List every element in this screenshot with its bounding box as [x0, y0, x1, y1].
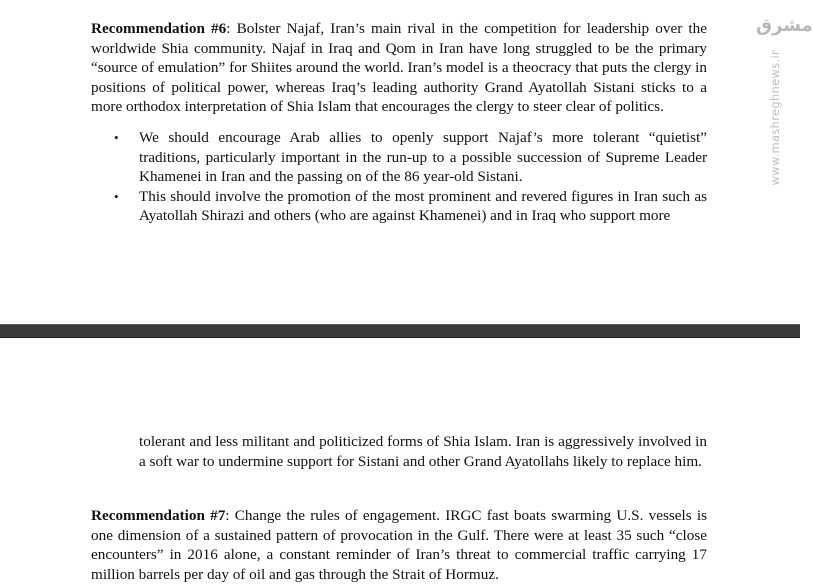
bullet-icon: • [114, 130, 119, 145]
page-separator [0, 324, 800, 338]
bullet-item-1-text: We should encourage Arab allies to openly support Najaf’s more tolerant “quietist” traditions, particularly important in the run-up to a possible succession of Supreme Leader Khamenei in Iran and the passing on of the 86 year-old Sistani. [139, 129, 707, 185]
bullet-item-2 [91, 187, 707, 226]
recommendation-6-paragraph [91, 19, 707, 117]
bullet-icon: • [114, 188, 119, 204]
watermark [756, 6, 813, 196]
bullet-item-1 [91, 128, 707, 187]
recommendation-7-heading: Recommendation #7 [91, 507, 226, 524]
watermark-logo-icon: ﻣﺸﺮﻕ [756, 15, 813, 36]
recommendation-6-heading: Recommendation #6 [91, 20, 227, 37]
bullet-item-2-text: This should involve the promotion of the most prominent and revered figures in Iran such as Ayatollah Shirazi and others (who are against Khamenei) and in Iraq who support more [139, 187, 707, 224]
bullet-item-2-continuation: tolerant and less militant and politicized forms of Shia Islam. Iran is aggressively involved in a soft war to undermine support for Sistani and other Grand Ayatollahs likely to replace him. [139, 433, 707, 470]
recommendation-6-bullet-list [91, 128, 707, 226]
recommendation-6-text: : Bolster Najaf, Iran’s main rival in the competition for leadership over the worldwide Shia community. Najaf in Iraq and Qom in Iran have long struggled to be the primary “source of emulation” for Shiites around the world. Iran’s model is a theocracy that puts the clergy in positions of political power, whereas Iraq’s leading authority Grand Ayatollah Sistani sticks to a more orthodox interpretation of Shia Islam that encourages the clergy to steer clear of politics. [91, 20, 707, 115]
watermark-url: www.mashreghnews.ir [768, 50, 782, 186]
recommendation-7-text: : Change the rules of engagement. IRGC fast boats swarming U.S. vessels is one dimension of a sustained pattern of provocation in the Gulf. There were at least 35 such “close encounters” in 2016 alone, a constant reminder of Iran’s threat to commercial traffic carrying 17 million barrels per day of oil and gas through the Strait of Hormuz. [91, 507, 707, 583]
recommendation-7-paragraph [91, 506, 707, 584]
